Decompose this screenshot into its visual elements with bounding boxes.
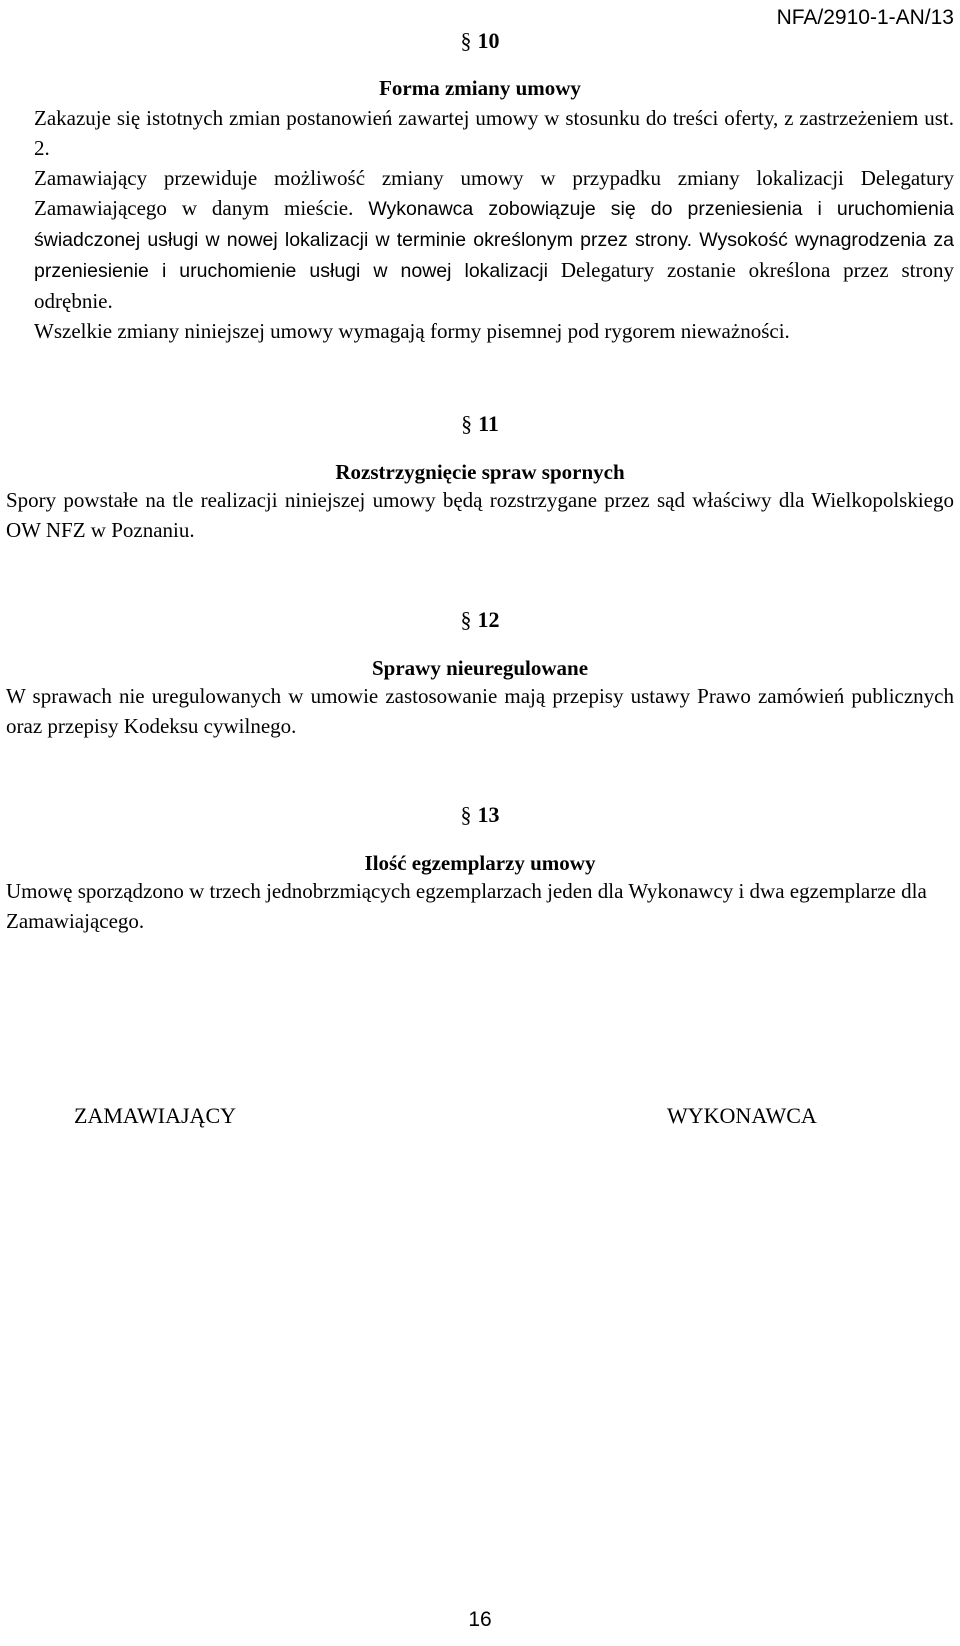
item-text-end: Delegatury zostanie określona przez strony odrębnie.	[34, 258, 954, 313]
document-reference: NFA/2910-1-AN/13	[776, 6, 954, 29]
section-number: 11	[478, 411, 499, 436]
list-item	[6, 163, 954, 316]
section-12-number	[0, 607, 960, 633]
section-sign: §	[460, 607, 472, 632]
item-number	[6, 316, 34, 346]
item-text: Zakazuje się istotnych zmian postanowień zawartej umowy w stosunku do treści oferty, z zastrzeżeniem ust. 2.	[34, 106, 954, 160]
section-sign: §	[460, 28, 472, 53]
section-12-title: Sprawy nieuregulowane	[371, 656, 589, 680]
item-text: Zamawiający przewiduje możliwość zmiany umowy w przypadku zmiany lokalizacji Delegatury Zamawiającego w danym mieście.	[34, 166, 954, 220]
section-13-body: Umowę sporządzono w trzech jednobrzmiących egzemplarzach jeden dla Wykonawcy i dwa egzemplarze dla Zamawiającego.	[6, 879, 927, 933]
section-10-title: Forma zmiany umowy	[379, 76, 581, 100]
section-11-title: Rozstrzygnięcie spraw spornych	[335, 460, 625, 484]
item-number	[6, 103, 34, 133]
signature-ordering-party: ZAMAWIAJĄCY	[74, 1103, 237, 1128]
signature-contractor: WYKONAWCA	[667, 1103, 817, 1128]
section-10-number	[0, 28, 960, 54]
page-number: 16	[468, 1608, 492, 1631]
item-text: Wszelkie zmiany niniejszej umowy wymagają formy pisemnej pod rygorem nieważności.	[34, 319, 790, 343]
section-10-body	[6, 103, 954, 346]
section-11-body: Spory powstałe na tle realizacji niniejszej umowy będą rozstrzygane przez sąd właściwy dla Wielkopolskiego OW NFZ w Poznaniu.	[6, 488, 954, 542]
list-item	[6, 103, 954, 163]
section-11-number	[0, 411, 960, 437]
item-text-continued: Wykonawca zobowiązuje się do przeniesienia i uruchomienia świadczonej usługi w nowej lokalizacji w terminie określonym przez strony. Wysokość wynagrodzenia za przeniesienie i uruchomienie usługi w nowej lokalizacji	[34, 198, 954, 282]
section-12-body: W sprawach nie uregulowanych w umowie zastosowanie mają przepisy ustawy Prawo zamówień publicznych oraz przepisy Kodeksu cywilnego.	[6, 684, 954, 738]
section-number: 12	[477, 607, 500, 632]
section-13-title: Ilość egzemplarzy umowy	[364, 851, 596, 875]
section-13-number	[0, 802, 960, 828]
item-number	[6, 163, 34, 193]
section-sign: §	[461, 411, 473, 436]
section-sign: §	[460, 802, 472, 827]
section-number: 10	[477, 28, 500, 53]
list-item	[6, 316, 954, 346]
section-number: 13	[477, 802, 500, 827]
